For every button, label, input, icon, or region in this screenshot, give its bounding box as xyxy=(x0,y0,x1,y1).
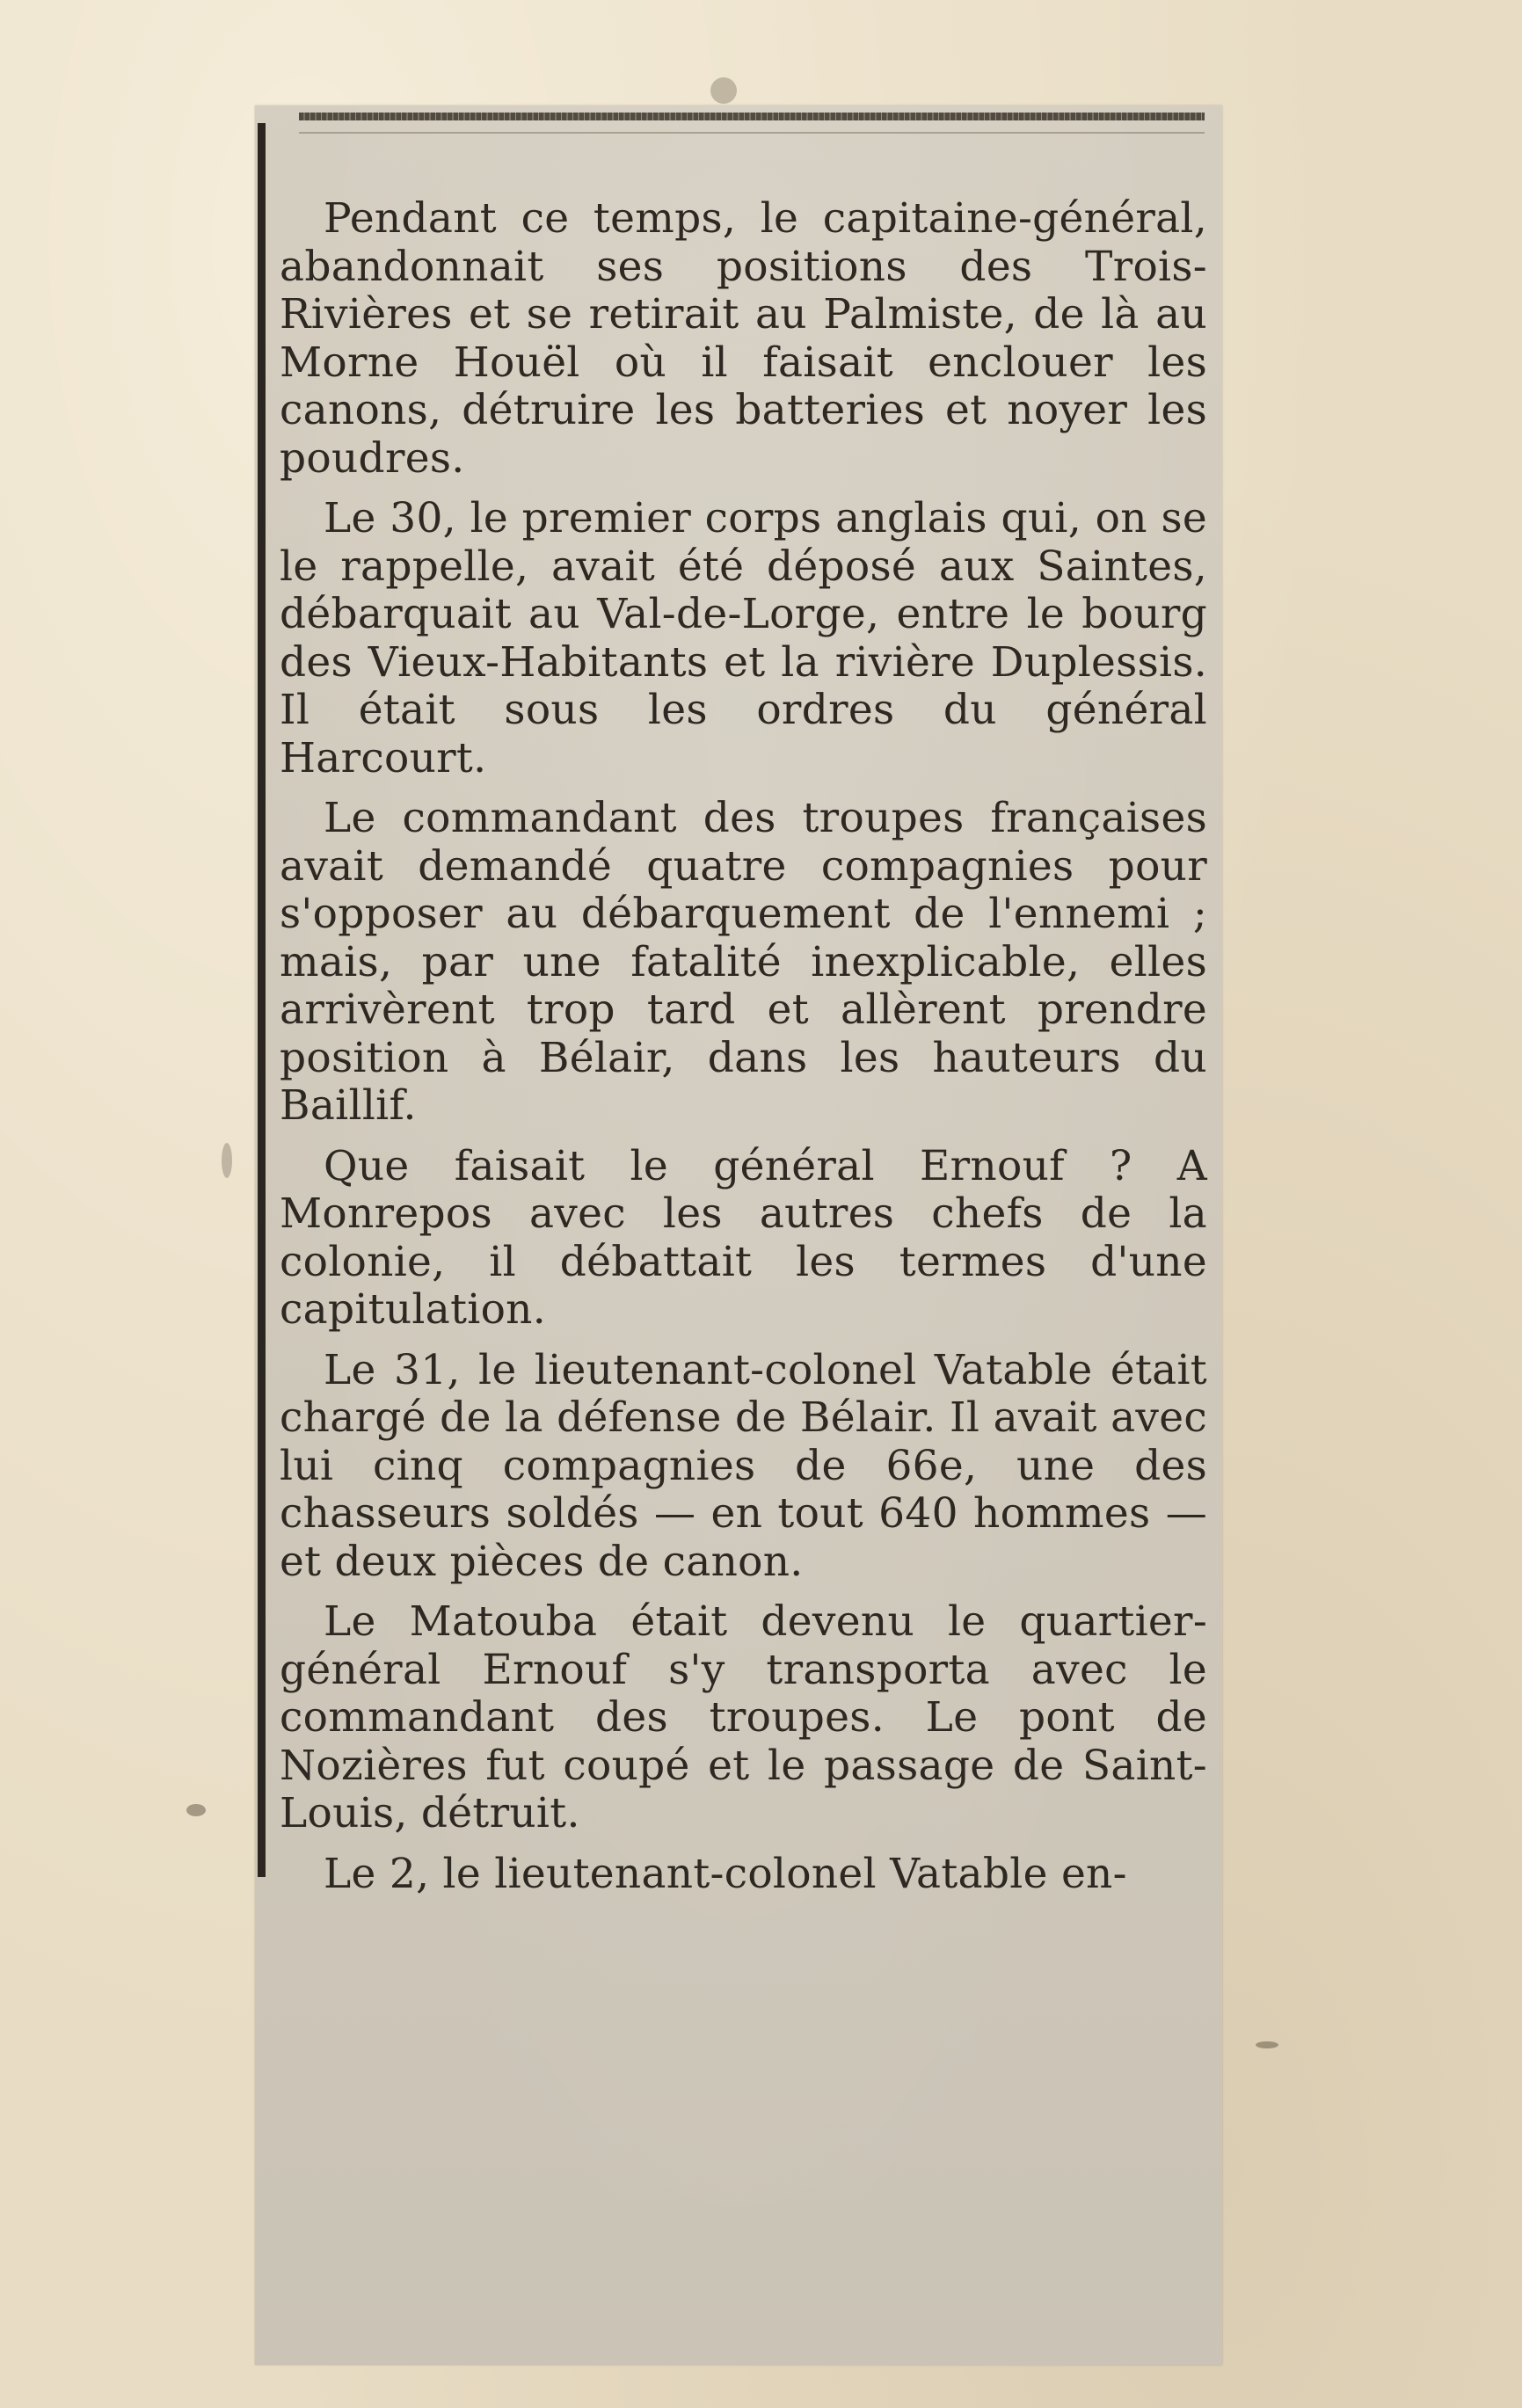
paper-speck xyxy=(710,77,737,104)
header-rule xyxy=(299,113,1205,120)
paragraph-5: Le 31, le lieutenant-colonel Vatable était chargé de la défense de Bélair. Il avait avec lui cinq compagnies de 66e, une des chasseurs soldés — en tout 640 hommes — et deux pièces de canon. xyxy=(280,1345,1207,1586)
paragraph-2: Le 30, le premier corps anglais qui, on se le rappelle, avait été déposé aux Saintes, débarquait au Val-de-Lorge, entre le bourg des Vieux-Habitants et la rivière Duplessis. Il était sous les ordres du général Harcourt. xyxy=(280,494,1207,782)
column-rule xyxy=(258,123,266,1877)
paragraph-4: Que faisait le général Ernouf ? A Monrepos avec les autres chefs de la colonie, il débattait les termes d'une capitulation. xyxy=(280,1141,1207,1334)
paragraph-3: Le commandant des troupes françaises avait demandé quatre compagnies pour s'opposer au débarquement de l'ennemi ; mais, par une fatalité inexplicable, elles arrivèrent trop tard et allèrent prendre position à Bélair, dans les hauteurs du Baillif. xyxy=(280,794,1207,1130)
paper-speck xyxy=(186,1804,206,1816)
paragraph-6: Le Matouba était devenu le quartier-général Ernouf s'y transporta avec le commandant des troupes. Le pont de Nozières fut coupé et le passage de Saint-Louis, détruit. xyxy=(280,1597,1207,1837)
paragraph-7: Le 2, le lieutenant-colonel Vatable en- xyxy=(324,1849,1127,1898)
paragraph-1: Pendant ce temps, le capitaine-général, abandonnait ses positions des Trois-Rivières et se retirait au Palmiste, de là au Morne Houël où il faisait enclouer les canons, détruire les batteries et noyer les poudres. xyxy=(280,194,1207,483)
article-body xyxy=(280,195,1207,1910)
header-rule-thin xyxy=(299,132,1205,134)
paper-speck xyxy=(222,1143,232,1178)
paper-speck xyxy=(1256,2041,1278,2048)
